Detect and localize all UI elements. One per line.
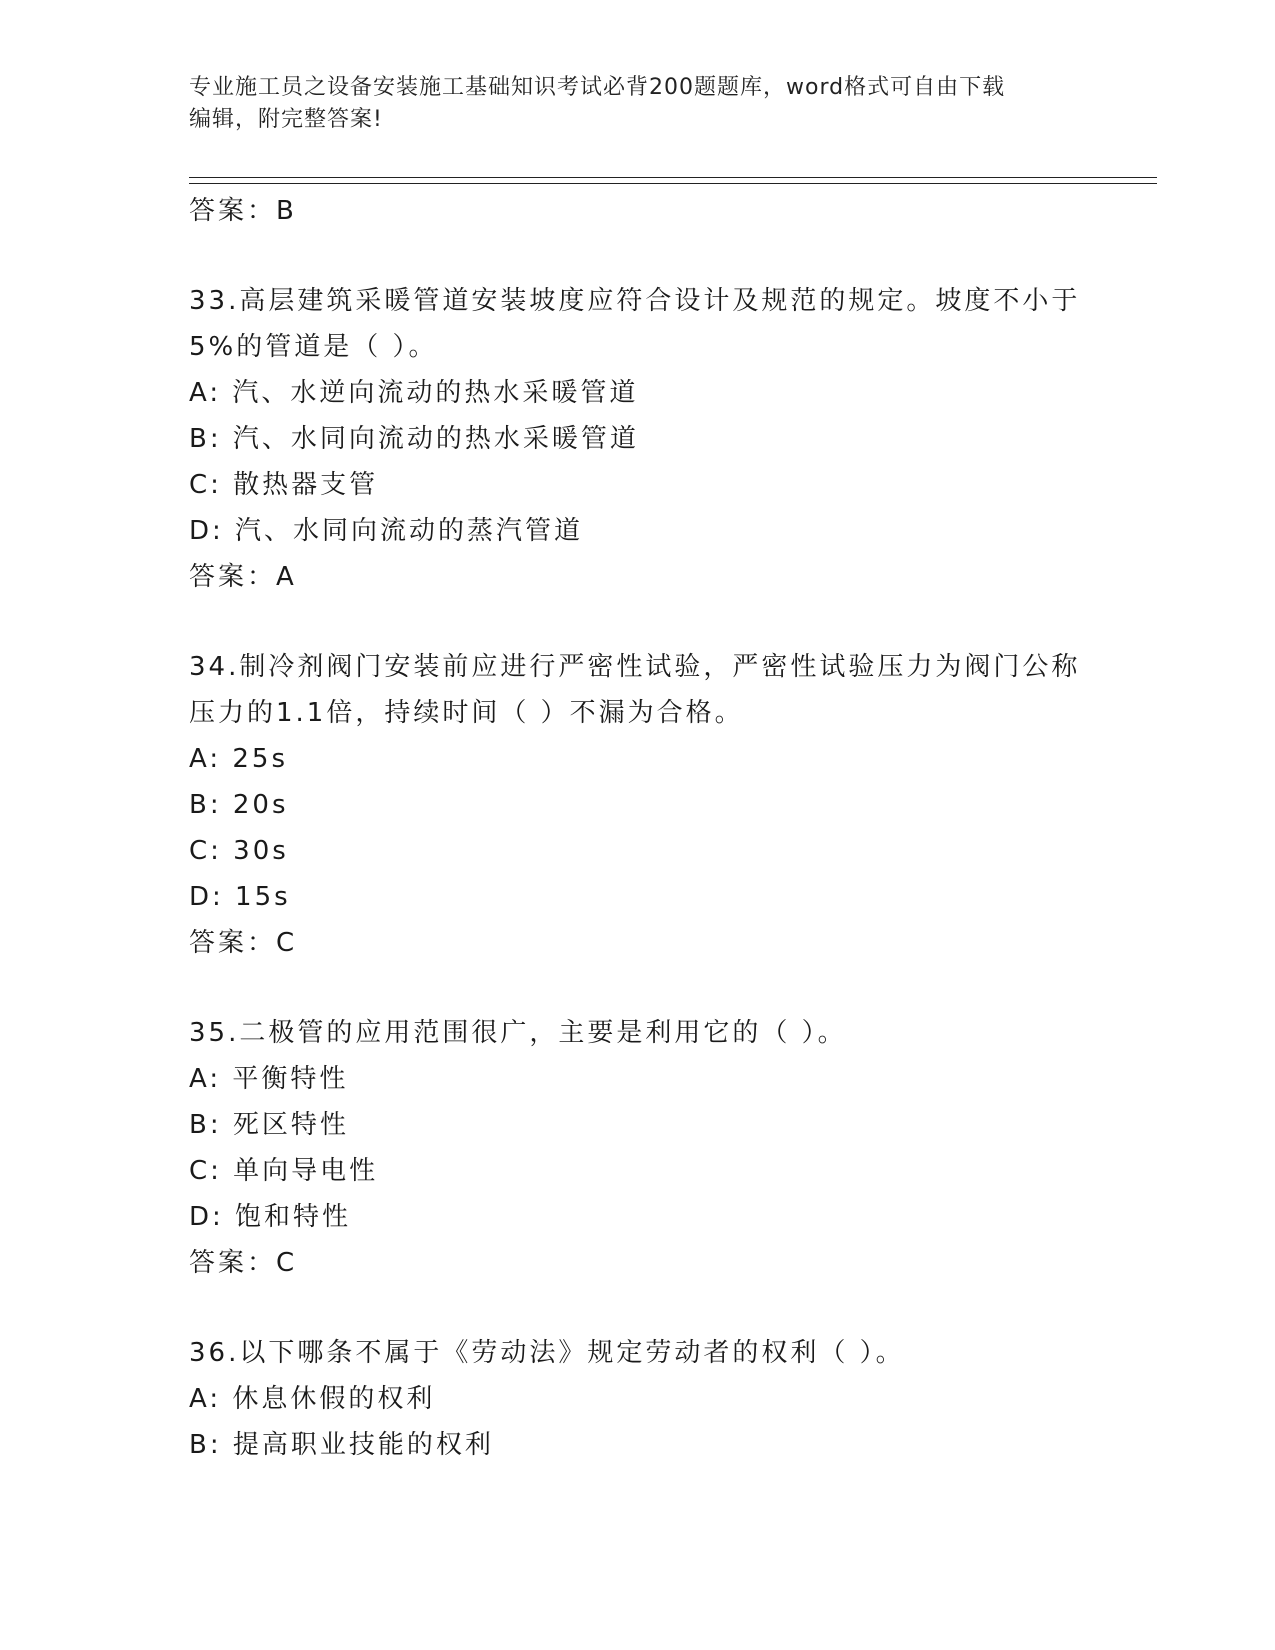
answer-line: 答案：B bbox=[189, 196, 297, 226]
question-text-continued: 5%的管道是（ ）。 bbox=[189, 332, 438, 362]
option-b: B: 汽、水同向流动的热水采暖管道 bbox=[189, 424, 639, 454]
question-block bbox=[189, 1330, 1089, 1468]
question-text: 33.高层建筑采暖管道安装坡度应符合设计及规范的规定。坡度不小于 bbox=[189, 286, 1081, 316]
header-line-1: 专业施工员之设备安装施工基础知识考试必背200题题库，word格式可自由下载 bbox=[189, 75, 1006, 100]
document-header bbox=[189, 72, 1089, 136]
question-text-continued: 压力的1.1倍，持续时间（ ）不漏为合格。 bbox=[189, 698, 744, 728]
option-d: D: 汽、水同向流动的蒸汽管道 bbox=[189, 516, 584, 546]
answer-line: 答案：C bbox=[189, 928, 298, 958]
option-a: A: 平衡特性 bbox=[189, 1064, 349, 1094]
answer-line: 答案：A bbox=[189, 562, 297, 592]
question-text: 36.以下哪条不属于《劳动法》规定劳动者的权利（ ）。 bbox=[189, 1338, 905, 1368]
question-list bbox=[189, 188, 1089, 1468]
header-divider-bottom bbox=[189, 183, 1157, 184]
option-c: C: 散热器支管 bbox=[189, 470, 379, 500]
header-divider-top bbox=[189, 177, 1157, 178]
question-text: 35.二极管的应用范围很广，主要是利用它的（ ）。 bbox=[189, 1018, 847, 1048]
question-block bbox=[189, 644, 1089, 966]
option-b: B: 提高职业技能的权利 bbox=[189, 1430, 494, 1460]
question-block bbox=[189, 278, 1089, 600]
question-text: 34.制冷剂阀门安装前应进行严密性试验，严密性试验压力为阀门公称 bbox=[189, 652, 1081, 682]
answer-line: 答案：C bbox=[189, 1248, 298, 1278]
option-c: C: 单向导电性 bbox=[189, 1156, 379, 1186]
option-b: B: 20s bbox=[189, 790, 289, 820]
option-c: C: 30s bbox=[189, 836, 289, 866]
option-a: A: 25s bbox=[189, 744, 288, 774]
option-d: D: 15s bbox=[189, 882, 291, 912]
option-a: A: 汽、水逆向流动的热水采暖管道 bbox=[189, 378, 639, 408]
question-block bbox=[189, 1010, 1089, 1286]
option-b: B: 死区特性 bbox=[189, 1110, 349, 1140]
option-d: D: 饱和特性 bbox=[189, 1202, 352, 1232]
header-line-2: 编辑，附完整答案! bbox=[189, 107, 383, 132]
option-a: A: 休息休假的权利 bbox=[189, 1384, 436, 1414]
